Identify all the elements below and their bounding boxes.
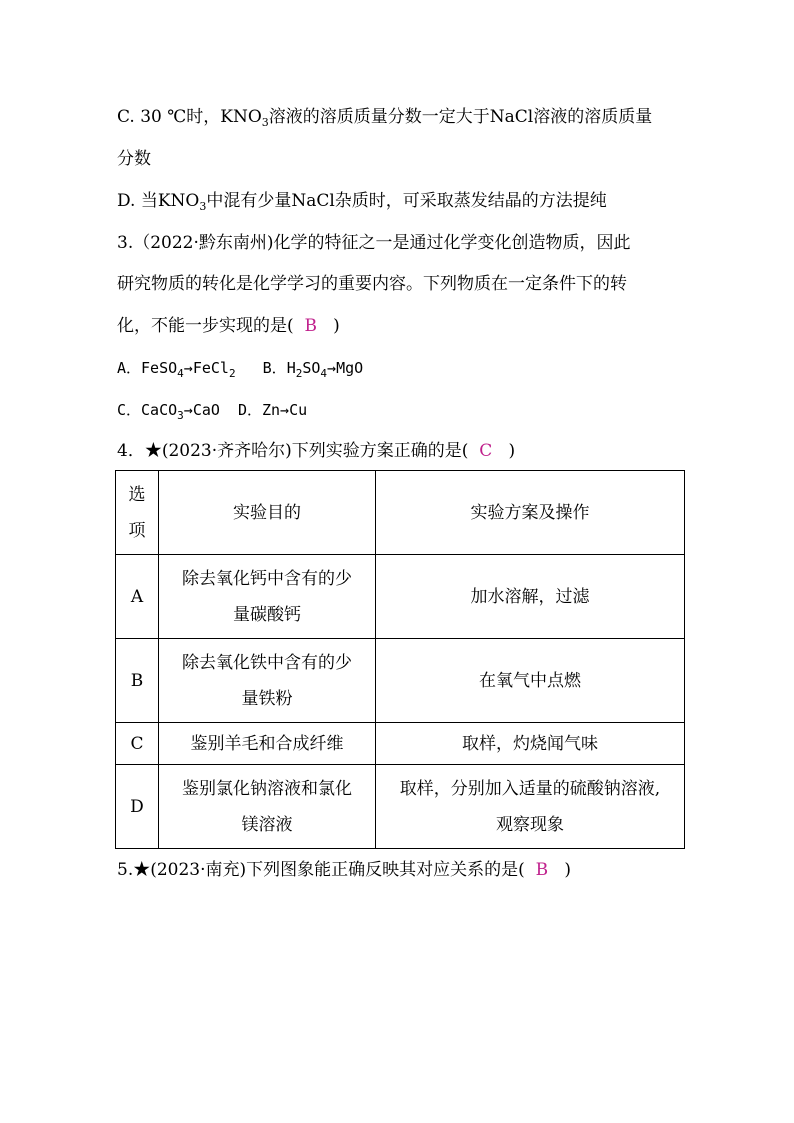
header-option: 选 项 xyxy=(116,471,159,555)
q3-answer: B xyxy=(304,316,317,336)
q3-options-ab xyxy=(117,357,363,379)
row-purpose: 除去氧化铁中含有的少 量铁粉 xyxy=(159,639,376,723)
q3-option-d: D．Zn→Cu xyxy=(237,401,308,419)
q5-answer: B xyxy=(535,860,549,880)
header-purpose: 实验目的 xyxy=(159,471,376,555)
q2-option-c: C. 30 ℃时，$KNO_3$溶液的溶质质量分数一定大于NaCl溶液的溶质质量 xyxy=(117,107,653,129)
row-option: A xyxy=(116,555,159,639)
row-method: 取样，灼烧闻气味 xyxy=(376,723,685,765)
q4-answer: C xyxy=(479,441,493,461)
row-purpose: 鉴别羊毛和合成纤维 xyxy=(159,723,376,765)
table-header-row xyxy=(116,471,685,555)
q3-stem-line1: 3.（2022·黔东南州)化学的特征之一是通过化学变化创造物质，因此 xyxy=(117,233,631,253)
table-row xyxy=(116,723,685,765)
q2-option-c-continued: 分数 xyxy=(117,149,151,169)
row-method: 加水溶解，过滤 xyxy=(376,555,685,639)
row-method: 在氧气中点燃 xyxy=(376,639,685,723)
row-purpose: 鉴别氯化钠溶液和氯化 镁溶液 xyxy=(159,765,376,849)
q3-stem-line2: 研究物质的转化是化学学习的重要内容。下列物质在一定条件下的转 xyxy=(117,274,627,294)
q3-option-a: A．FeSO$_4$→FeCl$_2$ xyxy=(117,359,236,380)
q3-options-cd xyxy=(117,399,307,421)
row-method: 取样，分别加入适量的硫酸钠溶液, 观察现象 xyxy=(376,765,685,849)
q4-stem: 4．★(2023·齐齐哈尔)下列实验方案正确的是( C ) xyxy=(117,441,516,461)
header-method: 实验方案及操作 xyxy=(376,471,685,555)
row-option: D xyxy=(116,765,159,849)
q3-option-c: C．CaCO$_3$→CaO xyxy=(117,401,220,422)
row-purpose: 除去氧化钙中含有的少 量碳酸钙 xyxy=(159,555,376,639)
table-row xyxy=(116,765,685,849)
q5-stem: 5.★(2023·南充)下列图象能正确反映其对应关系的是( B ) xyxy=(117,860,571,880)
q4-options-table xyxy=(115,470,685,849)
q2-option-d: D. 当$KNO_3$中混有少量NaCl杂质时，可采取蒸发结晶的方法提纯 xyxy=(117,191,607,213)
table-row xyxy=(116,639,685,723)
q3-option-b: B．$H_2SO_4\to MgO$ xyxy=(262,359,364,380)
row-option: C xyxy=(116,723,159,765)
row-option: B xyxy=(116,639,159,723)
table-row xyxy=(116,555,685,639)
q3-stem-line3: 化，不能一步实现的是( B ) xyxy=(117,316,340,336)
